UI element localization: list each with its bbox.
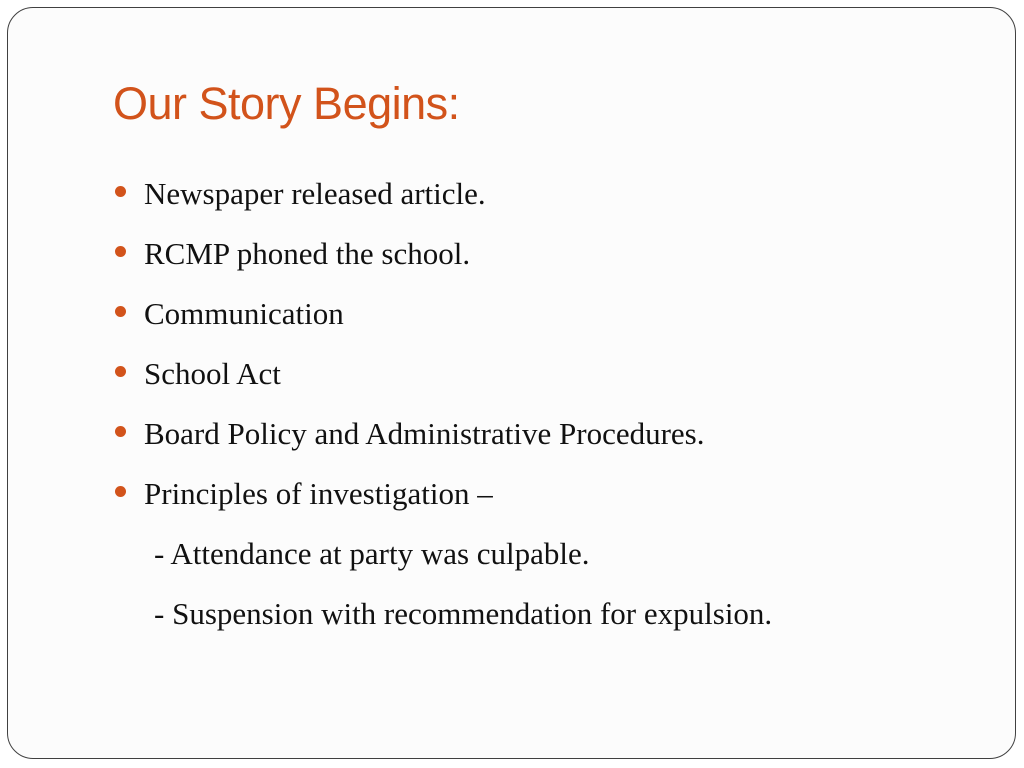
sub-item xyxy=(115,586,995,646)
bullet-item xyxy=(115,286,995,346)
slide-title: Our Story Begins: xyxy=(113,78,460,129)
bullet-item xyxy=(115,226,995,286)
bullet-dot-icon xyxy=(115,246,126,257)
bullet-text: Principles of investigation – xyxy=(144,476,493,511)
bullet-item xyxy=(115,166,995,226)
sub-item-text: - Attendance at party was culpable. xyxy=(154,536,590,571)
bullet-text: Board Policy and Administrative Procedures. xyxy=(144,416,705,451)
bullet-dot-icon xyxy=(115,186,126,197)
bullet-item xyxy=(115,466,995,526)
slide-body xyxy=(115,166,995,646)
bullet-text: RCMP phoned the school. xyxy=(144,236,471,271)
bullet-text: School Act xyxy=(144,356,281,391)
bullet-item xyxy=(115,346,995,406)
bullet-dot-icon xyxy=(115,306,126,317)
bullet-text: Communication xyxy=(144,296,344,331)
bullet-text: Newspaper released article. xyxy=(144,176,486,211)
bullet-dot-icon xyxy=(115,426,126,437)
bullet-item xyxy=(115,406,995,466)
bullet-dot-icon xyxy=(115,486,126,497)
bullet-dot-icon xyxy=(115,366,126,377)
sub-item-text: - Suspension with recommendation for expulsion. xyxy=(154,596,773,631)
sub-item xyxy=(115,526,995,586)
